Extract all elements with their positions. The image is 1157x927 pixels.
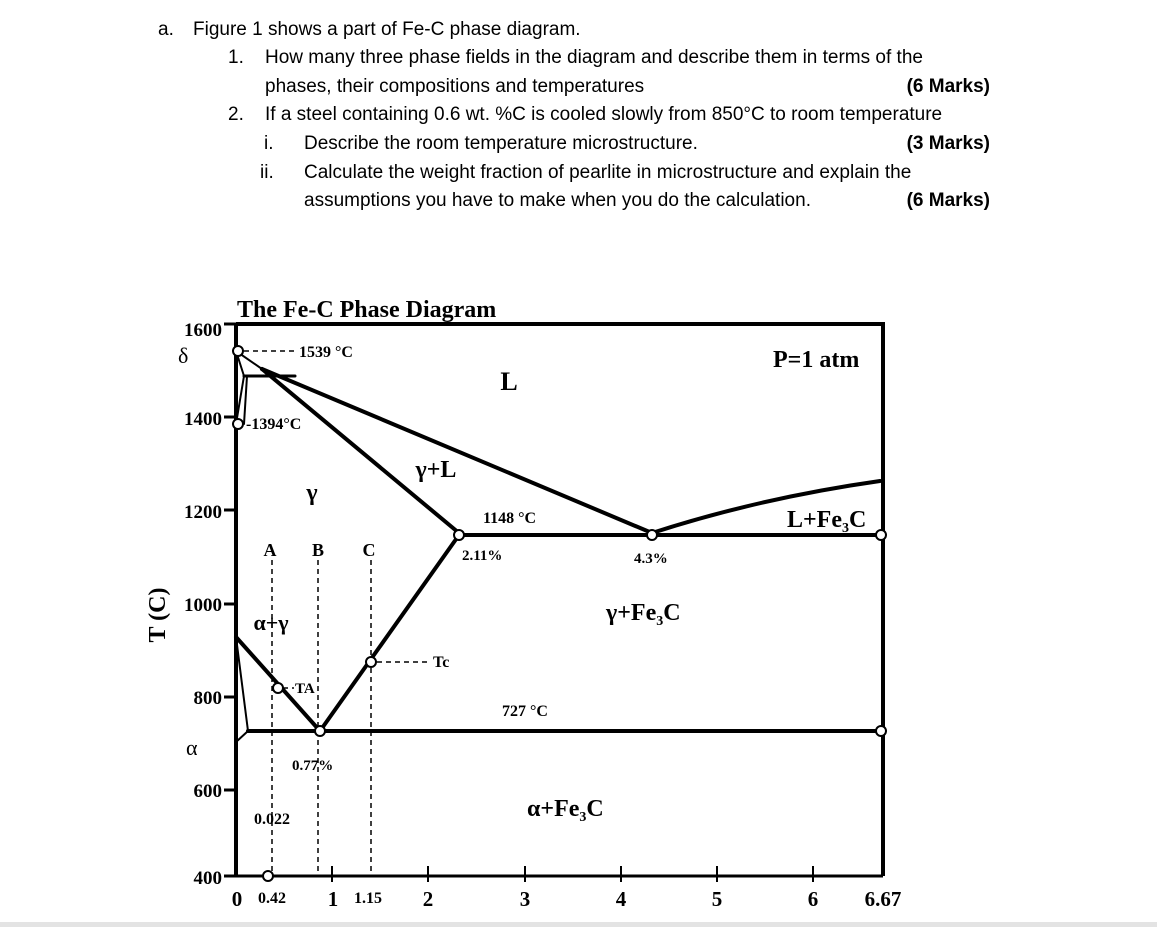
alloy-label-c: C (362, 540, 376, 560)
y-tick-1600: 1600 (184, 320, 222, 341)
x-tick-5: 5 (711, 887, 723, 911)
question-1-number: 1. (228, 47, 244, 68)
x-tick-0-42: 0.42 (258, 890, 286, 907)
question-2ii-number: ii. (260, 162, 274, 183)
label-1394: -1394°C (246, 416, 302, 433)
alloy-label-a: A (263, 540, 277, 560)
question-2i-text: Describe the room temperature microstructure. (304, 133, 698, 154)
phase-label-gamma-cementite: $\gamma+Fe_3C$ (606, 600, 681, 629)
marker-ta (273, 683, 283, 693)
y-tick-1400: 1400 (184, 409, 222, 430)
x-tick-3: 3 (519, 887, 531, 911)
question-2ii-line-1: Calculate the weight fraction of pearlite in microstructure and explain the (304, 162, 912, 183)
y-greek-delta: δ (178, 343, 189, 368)
x-tick-marks (332, 866, 813, 882)
bottom-scroll-strip (0, 922, 1157, 927)
marker-0-77 (315, 726, 325, 736)
y-tick-800: 800 (193, 688, 222, 709)
marker-1539 (233, 346, 243, 356)
marker-eutectic-right (876, 530, 886, 540)
question-1-line-2: phases, their compositions and temperatures (265, 76, 645, 97)
question-2i-marks: (3 Marks) (906, 133, 990, 154)
label-727: 727 °C (502, 703, 548, 720)
question-2-number: 2. (228, 104, 244, 125)
x-tick-0: 0 (231, 887, 243, 911)
marker-2-11 (454, 530, 464, 540)
pressure-label: P=1 atm (773, 347, 860, 373)
marker-tc (366, 657, 376, 667)
label-4-3: 4.3% (634, 551, 668, 567)
x-tick-2: 2 (422, 887, 434, 911)
marker-4-3 (647, 530, 657, 540)
question-2i-number: i. (264, 133, 274, 154)
label-ta: TA (295, 681, 315, 697)
phase-label-gamma-liquid: γ+L (415, 457, 457, 483)
x-tick-6-67: 6.67 (864, 887, 902, 911)
label-0-77: 0.77% (292, 758, 334, 774)
y-tick-600: 600 (193, 781, 222, 802)
marker-0-42 (263, 871, 273, 881)
y-tick-400: 400 (193, 868, 222, 889)
label-tc: Tc (433, 654, 450, 671)
question-2ii-marks: (6 Marks) (906, 190, 990, 211)
question-1-marks: (6 Marks) (906, 76, 990, 97)
question-2ii-line-2: assumptions you have to make when you do the calculation. (304, 190, 811, 211)
liquidus-line-left (262, 369, 652, 533)
diagram-frame (236, 324, 883, 876)
question-2-text: If a steel containing 0.6 wt. %C is cooled slowly from 850°C to room temperature (265, 104, 943, 125)
diagram-title: The Fe-C Phase Diagram (237, 297, 497, 323)
phase-label-alpha-cementite: $\alpha+Fe_3C$ (527, 796, 604, 825)
phase-label-liquid-cementite: $L+Fe_3C$ (787, 507, 867, 536)
y-tick-1000: 1000 (184, 595, 222, 616)
marker-eutectoid-right (876, 726, 886, 736)
solidus-line (262, 369, 459, 533)
phase-label-liquid: L (500, 367, 518, 396)
phase-label-gamma: γ (306, 480, 318, 506)
acm-line (320, 535, 459, 731)
x-tick-1: 1 (327, 887, 339, 911)
label-1148: 1148 °C (483, 510, 537, 527)
label-0-022: 0.022 (254, 811, 290, 828)
y-axis-label: T (C) (145, 587, 171, 643)
y-greek-alpha: α (186, 735, 198, 760)
label-2-11: 2.11% (462, 548, 503, 564)
x-tick-4: 4 (615, 887, 627, 911)
marker-1394 (233, 419, 243, 429)
label-1539: 1539 °C (299, 344, 353, 361)
x-tick-6: 6 (807, 887, 819, 911)
part-label: a. (158, 19, 174, 40)
question-intro: Figure 1 shows a part of Fe-C phase diagram. (193, 19, 581, 40)
y-tick-1200: 1200 (184, 502, 222, 523)
question-1-line-1: How many three phase fields in the diagram and describe them in terms of the (265, 47, 923, 68)
x-tick-1-15: 1.15 (354, 890, 382, 907)
phase-label-alpha-gamma: α+γ (253, 610, 289, 635)
alloy-label-b: B (311, 540, 325, 560)
